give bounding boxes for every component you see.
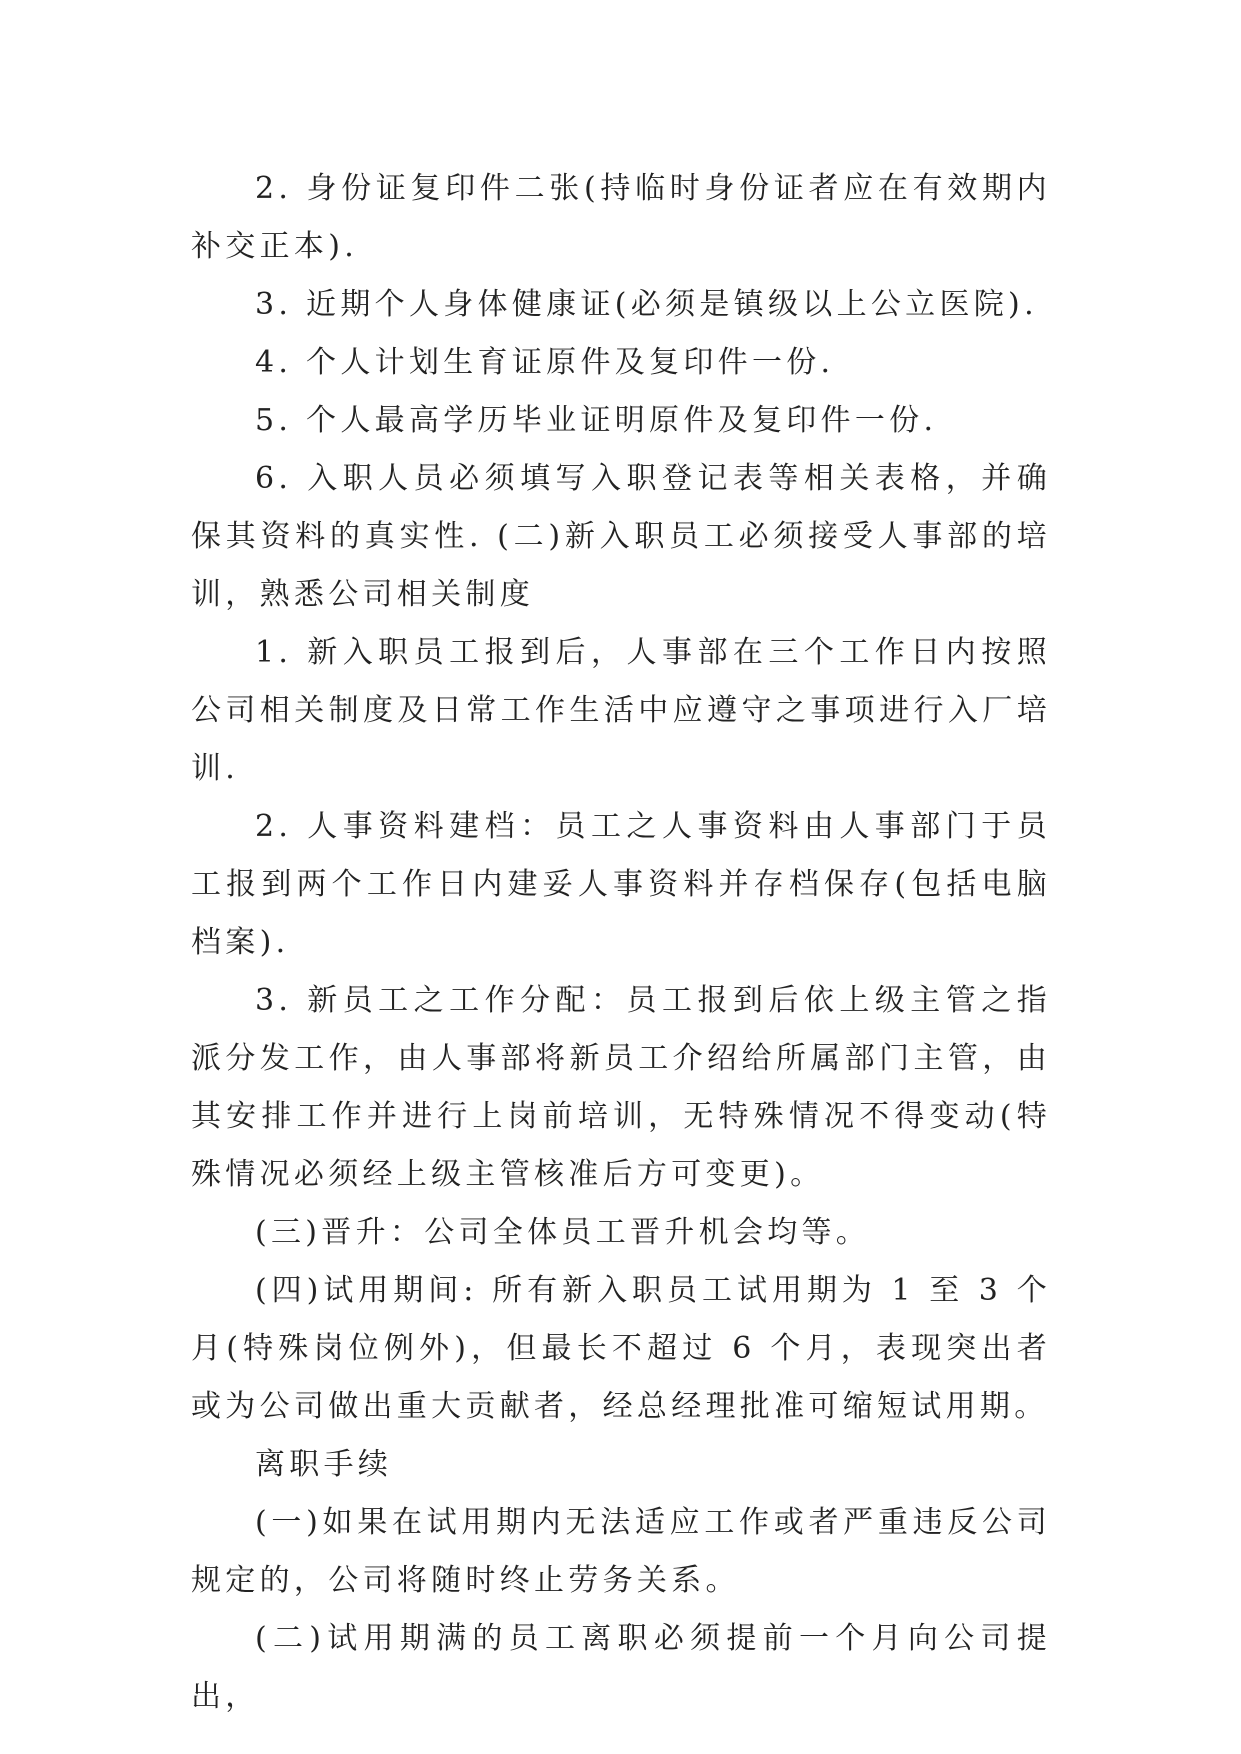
paragraph-probation-period: (四)试用期间: 所有新入职员工试用期为 1 至 3 个月(特殊岗位例外)，但最长不超过 6 个月，表现突出者或为公司做出重大贡献者，经总经理批准可缩短试用期。	[191, 1273, 1051, 1424]
paragraph-registration-form: 6. 入职人员必须填写入职登记表等相关表格，并确保其资料的真实性. (二)新入职员工必须接受人事部的培训，熟悉公司相关制度	[191, 461, 1051, 612]
section-heading-resignation: 离职手续	[255, 1447, 393, 1482]
paragraph-education-certificate: 5. 个人最高学历毕业证明原件及复印件一份.	[255, 403, 938, 438]
document-body	[191, 160, 1051, 1726]
paragraph-orientation-training: 1. 新入职员工报到后，人事部在三个工作日内按照公司相关制度及日常工作生活中应遵守之事项进行入厂培训.	[191, 635, 1051, 786]
paragraph-work-assignment: 3. 新员工之工作分配：员工报到后依上级主管之指派分发工作，由人事部将新员工介绍给所属部门主管，由其安排工作并进行上岗前培训，无特殊情况不得变动(特殊情况必须经上级主管核准后方可变更)。	[191, 983, 1051, 1192]
paragraph-probation-termination: (一)如果在试用期内无法适应工作或者严重违反公司规定的，公司将随时终止劳务关系。	[191, 1505, 1051, 1598]
paragraph-id-card-copy: 2. 身份证复印件二张(持临时身份证者应在有效期内补交正本).	[191, 171, 1051, 264]
paragraph-promotion: (三)晋升：公司全体员工晋升机会均等。	[255, 1215, 871, 1250]
paragraph-family-planning-certificate: 4. 个人计划生育证原件及复印件一份.	[255, 345, 835, 380]
paragraph-resignation-notice: (二)试用期满的员工离职必须提前一个月向公司提出，	[191, 1621, 1051, 1714]
paragraph-health-certificate: 3. 近期个人身体健康证(必须是镇级以上公立医院).	[255, 287, 1038, 322]
paragraph-personnel-records: 2. 人事资料建档：员工之人事资料由人事部门于员工报到两个工作日内建妥人事资料并存档保存(包括电脑档案).	[191, 809, 1051, 960]
